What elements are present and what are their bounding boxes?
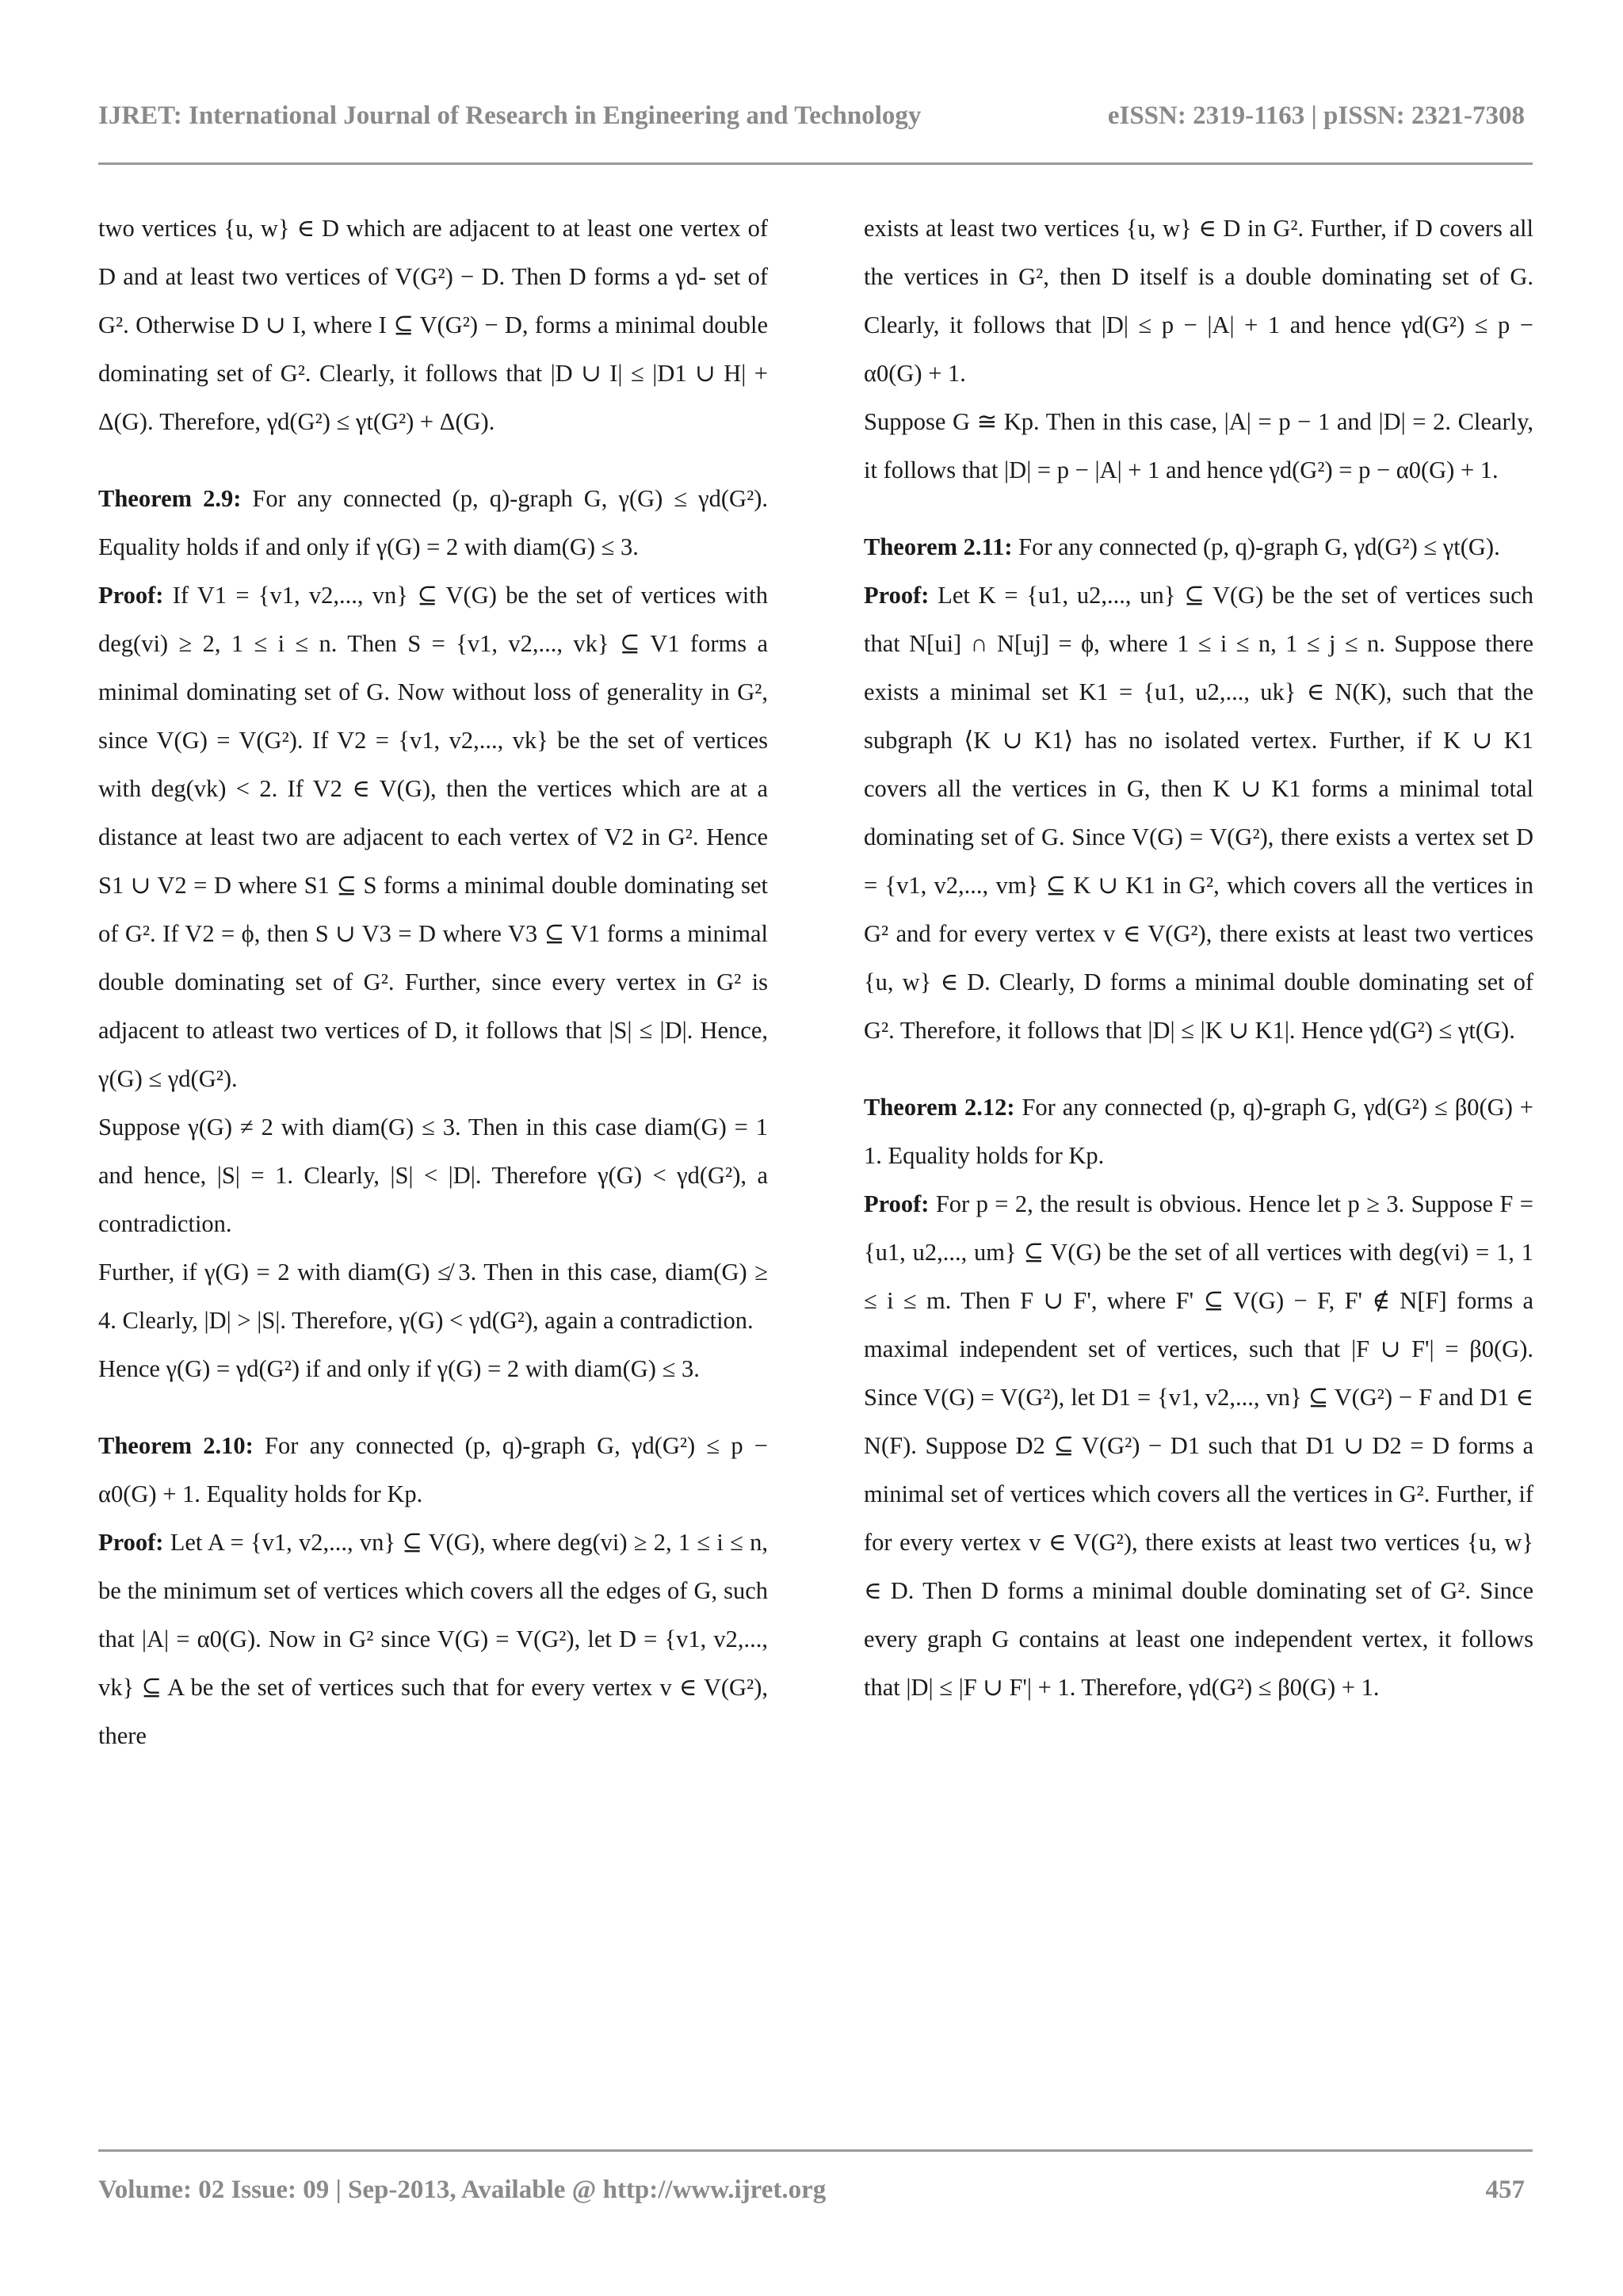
proof-text: Let A = {v1, v2,..., vn} ⊆ V(G), where deg(vi) ≥ 2, 1 ≤ i ≤ n, be the minimum set of vertices which covers all the edges of G, such that |A| = α0(G). Now in G² since V(G) = V(G²), let D = {v1, v2,..., vk} ⊆ A be the set of vertices such that for every vertex v ∈ V(G²), there xyxy=(98,1529,768,1749)
section-gap xyxy=(864,495,1533,523)
paragraph: Suppose G ≅ Kp. Then in this case, |A| = p − 1 and |D| = 2. Clearly, it follows that |D| = p − |A| + 1 and hence γd(G²) = p − α0(G) + 1. xyxy=(864,408,1533,483)
proof-2-11 xyxy=(864,571,1533,1055)
paragraph: Hence γ(G) = γd(G²) if and only if γ(G) = 2 with diam(G) ≤ 3. xyxy=(98,1355,700,1382)
proof-label: Proof: xyxy=(864,1190,930,1217)
theorem-2-10 xyxy=(98,1422,768,1519)
paragraph: Suppose γ(G) ≠ 2 with diam(G) ≤ 3. Then in this case diam(G) = 1 and hence, |S| = 1. Clearly, |S| < |D|. Therefore γ(G) < γd(G²), a contradiction. xyxy=(98,1114,768,1237)
theorem-label: Theorem 2.12: xyxy=(864,1094,1015,1121)
theorem-text: For any connected (p, q)-graph G, γd(G²) ≤ β0(G) + 1. Equality holds for Kp. xyxy=(864,1094,1533,1169)
theorem-2-9 xyxy=(98,475,768,571)
page-number: 457 xyxy=(1485,2176,1525,2204)
proof-2-10 xyxy=(98,1519,768,1760)
theorem-text: For any connected (p, q)-graph G, γd(G²) ≤ γt(G). xyxy=(1012,533,1500,560)
paragraph: Further, if γ(G) = 2 with diam(G) ≰ 3. Then in this case, diam(G) ≥ 4. Clearly, |D| > |S|. Therefore, γ(G) < γd(G²), again a contradiction. xyxy=(98,1259,768,1334)
proof-text: Let K = {u1, u2,..., un} ⊆ V(G) be the set of vertices such that N[ui] ∩ N[uj] = ϕ, where 1 ≤ i ≤ n, 1 ≤ j ≤ n. Suppose there exists a minimal set K1 = {u1, u2,..., uk} ∈ N(K), such that the subgraph ⟨K ∪ K1⟩ has no isolated vertex. Further, if K ∪ K1 covers all the vertices in G, then K ∪ K1 forms a minimal total dominating set of G. Since V(G) = V(G²), there exists a vertex set D = {v1, v2,..., vm} ⊆ K ∪ K1 in G², which covers all the vertices in G² and for every vertex v ∈ V(G²), there exists at least two vertices {u, w} ∈ D. Clearly, D forms a minimal double dominating set of G². Therefore, it follows that |D| ≤ |K ∪ K1|. Hence γd(G²) ≤ γt(G). xyxy=(864,582,1533,1044)
theorem-label: Theorem 2.11: xyxy=(864,533,1013,560)
proof-text: If V1 = {v1, v2,..., vn} ⊆ V(G) be the set of vertices with deg(vi) ≥ 2, 1 ≤ i ≤ n. Then S = {v1, v2,..., vk} ⊆ V1 forms a minimal dominating set of G. Now without loss of generality in G², since V(G) = V(G²). If V2 = {v1, v2,..., vk} be the set of vertices with deg(vk) < 2. If V2 ∈ V(G), then the vertices which are at a distance at least two are adjacent to each vertex of V2 in G². Hence S1 ∪ V2 = D where S1 ⊆ S forms a minimal double dominating set of G². If V2 = ϕ, then S ∪ V3 = D where V3 ⊆ V1 forms a minimal double dominating set of G². Further, since every vertex in G² is adjacent to atleast two vertices of D, it follows that |S| ≤ |D|. Hence, γ(G) ≤ γd(G²). xyxy=(98,582,768,1092)
theorem-label: Theorem 2.10: xyxy=(98,1432,254,1459)
theorem-label: Theorem 2.9: xyxy=(98,485,242,512)
page-header xyxy=(98,101,1525,131)
theorem-2-12 xyxy=(864,1083,1533,1180)
theorem-2-11 xyxy=(864,523,1533,571)
header-rule xyxy=(98,162,1533,165)
paragraph: exists at least two vertices {u, w} ∈ D in G². Further, if D covers all the vertices in G², then D itself is a double dominating set of G. Clearly, it follows that |D| ≤ p − |A| + 1 and hence γd(G²) ≤ p − α0(G) + 1. xyxy=(864,215,1533,387)
proof-text: For p = 2, the result is obvious. Hence let p ≥ 3. Suppose F = {u1, u2,..., um} ⊆ V(G) be the set of all vertices with deg(vi) = 1, 1 ≤ i ≤ m. Then F ∪ F', where F' ⊆ V(G) − F, F' ∉ N[F] forms a maximal independent set of vertices, such that |F ∪ F'| = β0(G). Since V(G) = V(G²), let D1 = {v1, v2,..., vn} ⊆ V(G²) − F and D1 ∈ N(F). Suppose D2 ⊆ V(G²) − D1 such that D1 ∪ D2 = D forms a minimal set of vertices which covers all the vertices in G². Further, if for every vertex v ∈ V(G²), there exists at least two vertices {u, w} ∈ D. Then D forms a minimal double dominating set of G². Since every graph G contains at least one independent vertex, it follows that |D| ≤ |F ∪ F'| + 1. Therefore, γd(G²) ≤ β0(G) + 1. xyxy=(864,1190,1533,1701)
proof-label: Proof: xyxy=(98,582,164,609)
theorem-text: For any connected (p, q)-graph G, γ(G) ≤ γd(G²). Equality holds if and only if γ(G) = 2 with diam(G) ≤ 3. xyxy=(98,485,768,560)
proof-2-9 xyxy=(98,571,768,1103)
proof-2-12 xyxy=(864,1180,1533,1712)
proof-label: Proof: xyxy=(98,1529,164,1556)
volume-info: Volume: 02 Issue: 09 | Sep-2013, Available @ http://www.ijret.org xyxy=(98,2176,827,2204)
page-footer xyxy=(98,2176,1525,2205)
left-column xyxy=(98,204,768,1760)
section-gap xyxy=(864,1055,1533,1083)
footer-rule xyxy=(98,2149,1533,2152)
section-gap xyxy=(98,446,768,475)
paragraph: two vertices {u, w} ∈ D which are adjacent to at least one vertex of D and at least two vertices of V(G²) − D. Then D forms a γd- set of G². Otherwise D ∪ I, where I ⊆ V(G²) − D, forms a minimal double dominating set of G². Clearly, it follows that |D ∪ I| ≤ |D1 ∪ H| + Δ(G). Therefore, γd(G²) ≤ γt(G²) + Δ(G). xyxy=(98,215,768,435)
theorem-text: For any connected (p, q)-graph G, γd(G²) ≤ p − α0(G) + 1. Equality holds for Kp. xyxy=(98,1432,769,1507)
right-column xyxy=(864,204,1533,1712)
proof-label: Proof: xyxy=(864,582,930,609)
journal-title: IJRET: International Journal of Research in Engineering and Technology xyxy=(98,101,922,130)
issn-text: eISSN: 2319-1163 | pISSN: 2321-7308 xyxy=(1107,101,1525,130)
section-gap xyxy=(98,1393,768,1422)
